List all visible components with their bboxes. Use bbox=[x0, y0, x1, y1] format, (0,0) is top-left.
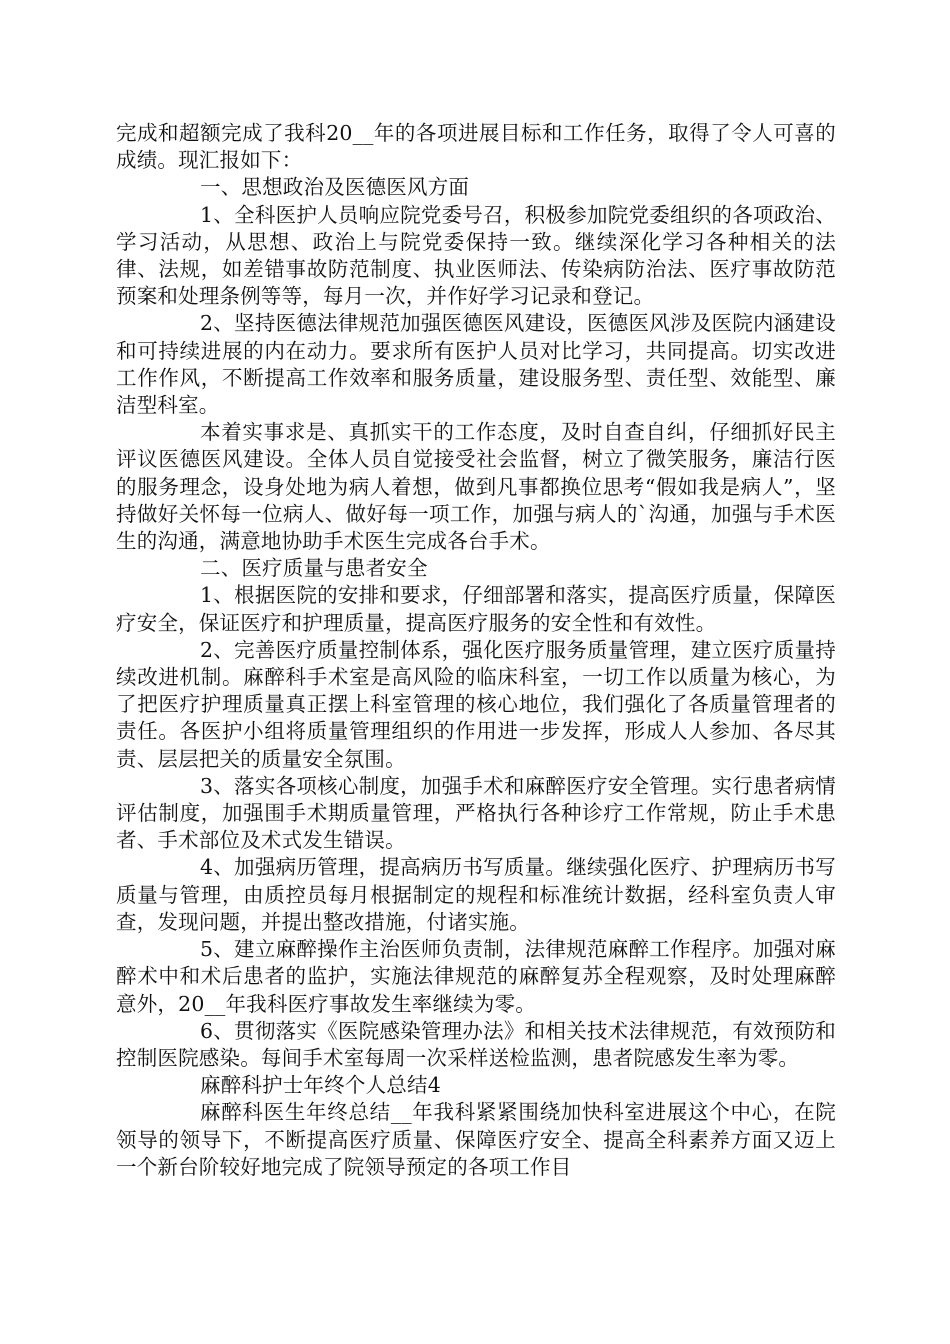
paragraph-quality-5: 5、建立麻醉操作主治医师负责制，法律规范麻醉工作程序。加强对麻醉术中和术后患者的监护，实施法律规范的麻醉复苏全程观察，及时处理麻醉意外，20__年我科医疗事故发生率继续为零。 bbox=[116, 937, 836, 1016]
section-heading-quality: 二、医疗质量与患者安全 bbox=[200, 556, 428, 581]
paragraph-ideology-1: 1、全科医护人员响应院党委号召，积极参加院党委组织的各项政治、学习活动，从思想、政治上与院党委保持一致。继续深化学习各种相关的法律、法规，如差错事故防范制度、执业医师法、传染病防治法、医疗事故防范预案和处理条例等等，每月一次，并作好学习记录和登记。 bbox=[116, 202, 836, 309]
paragraph-quality-1: 1、根据医院的安排和要求，仔细部署和落实，提高医疗质量，保障医疗安全，保证医疗和护理质量，提高医疗服务的安全性和有效性。 bbox=[116, 583, 836, 635]
paragraph-quality-3: 3、落实各项核心制度，加强手术和麻醉医疗安全管理。实行患者病情评估制度，加强围手术期质量管理，严格执行各种诊疗工作常规，防止手术患者、手术部位及术式发生错误。 bbox=[116, 773, 836, 853]
paragraph-quality-6: 6、贯彻落实《医院感染管理办法》和相关技术法律规范，有效预防和控制医院感染。每间手术室每周一次采样送检监测，患者院感发生率为零。 bbox=[116, 1018, 836, 1070]
paragraph-quality-4: 4、加强病历管理，提高病历书写质量。继续强化医疗、护理病历书写质量与管理，由质控员每月根据制定的规程和标准统计数据，经科室负责人审查，发现问题，并提出整改措施，付诸实施。 bbox=[116, 855, 836, 934]
intro-paragraph: 完成和超额完成了我科20__年的各项进展目标和工作任务，取得了令人可喜的成绩。现汇报如下： bbox=[116, 121, 836, 173]
section-heading-ideology: 一、思想政治及医德医风方面 bbox=[200, 175, 470, 200]
paragraph-ideology-2: 2、坚持医德法律规范加强医德医风建设，医德医风涉及医院内涵建设和可持续进展的内在动力。要求所有医护人员对比学习，共同提高。切实改进工作作风，不断提高工作效率和服务质量，建设服务型、责任型、效能型、廉洁型科室。 bbox=[116, 311, 836, 418]
section-heading-summary-4: 麻醉科护士年终个人总结4 bbox=[200, 1073, 441, 1098]
document-body bbox=[116, 120, 836, 1181]
paragraph-quality-2: 2、完善医疗质量控制体系，强化医疗服务质量管理，建立医疗质量持续改进机制。麻醉科手术室是高风险的临床科室，一切工作以质量为核心，为了把医疗护理质量真正摆上科室管理的核心地位，我们强化了各质量管理者的责任。各医护小组将质量管理组织的作用进一步发挥，形成人人参加、各尽其责、层层把关的质量安全氛围。 bbox=[116, 637, 836, 771]
paragraph-summary-4: 麻醉科医生年终总结__年我科紧紧围绕加快科室进展这个中心，在院领导的领导下，不断提高医疗质量、保障医疗安全、提高全科素养方面又迈上一个新台阶较好地完成了院领导预定的各项工作目 bbox=[116, 1100, 836, 1179]
paragraph-ideology-3: 本着实事求是、真抓实干的工作态度，及时自查自纠，仔细抓好民主评议医德医风建设。全体人员自觉接受社会监督，树立了微笑服务，廉洁行医的服务理念，设身处地为病人着想，做到凡事都换位思考“假如我是病人”，坚持做好关怀每一位病人、做好每一项工作，加强与病人的`沟通，加强与手术医生的沟通，满意地协助手术医生完成各台手术。 bbox=[116, 420, 836, 554]
